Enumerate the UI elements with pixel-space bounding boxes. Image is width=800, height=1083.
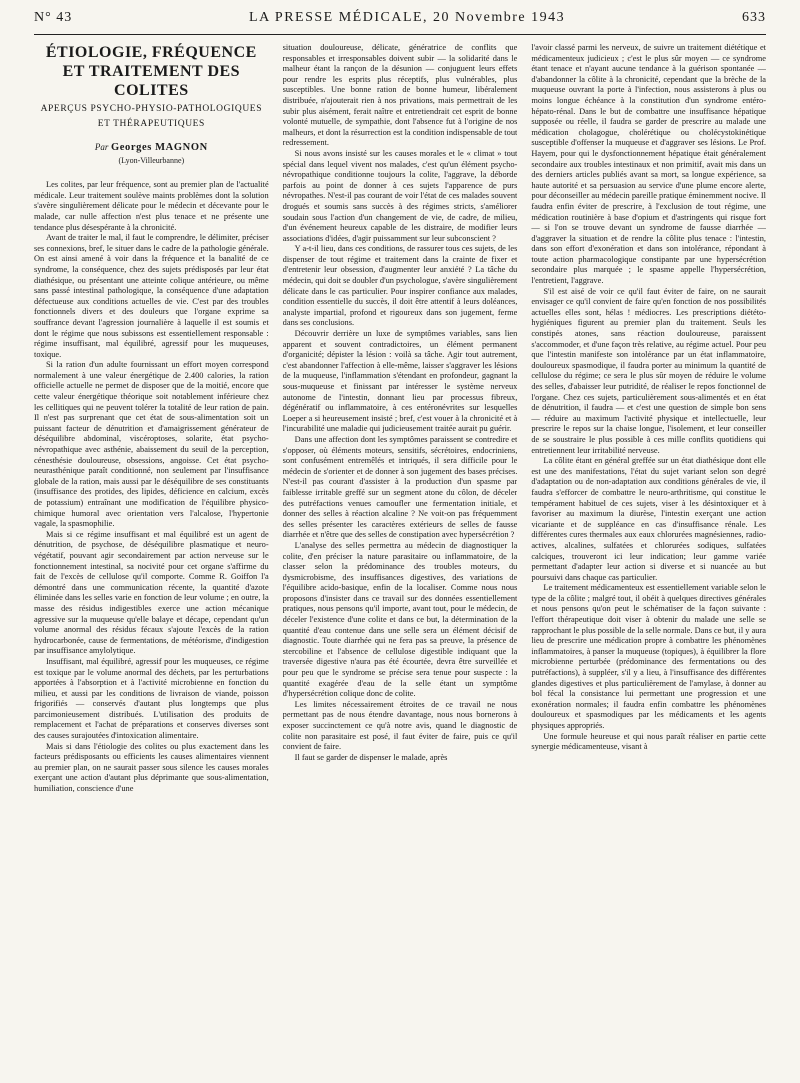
- paragraph: Une formule heureuse et qui nous paraît réaliser en partie cette synergie médicamenteuse, visant à: [531, 731, 767, 752]
- article-subtitle-line-1: APERÇUS PSYCHO-PHYSIO-PATHOLOGIQUES: [40, 104, 263, 114]
- paragraph: Dans une affection dont les symptômes paraissent se contredire et s'opposer, où éléments moteurs, sensitifs, sécrétoires, endocriniens, sont confusément entremêlés et intriqués, il sera difficile pour le médecin de s'orienter et de donner à son jugement des bases précises. N'est-il pas courant d'assister à la production d'un spasme par faiblesse irritable greffé sur un segment atone du côlon, de déceler des putréfactions venues camoufler une fermentation initiale, et donner des selles à réaction alcaline ? Ne voit-on pas fréquemment des selles présenter les caractères extérieurs de selles de fausse diarrhée et n'être que des selles de constipation avec hypersécrétion ?: [282, 434, 518, 540]
- paragraph: Mais si dans l'étiologie des colites ou plus exactement dans les facteurs prédisposants ou efficients les causes alimentaires viennent au premier plan, on ne saurait passer sous silence les causes morales exerçant une action d'autant plus déprimante que sous-alimentation, humiliation, conscience d'une: [34, 741, 269, 794]
- paragraph: Il faut se garder de dispenser le malade, après: [294, 752, 448, 762]
- paragraph: l'avoir classé parmi les nerveux, de suivre un traitement diététique et médicamenteux judicieux ; c'est le plus sûr moyen — ce syndrome étant tenace et n'ayant aucune tendance à la guérison spontanée — d'abandonner la côlite à la chronicité, cependant que la brèche de la muqueuse ouvrant la porte à l'infection, nous assisterons à plus ou moins longue échéance à la constitution d'un syndrome entéro-hépato-rénal. Dans le but de combattre une insuffisance hépatique supposée ou réelle, il faudra se garder de prescrire au malade une médication cholagogue, cholérétique ou cholécystokinétique susceptible d'offenser la muqueuse et d'aggraver ses lésions. Le Prof. Hayem, pour qui le dysfonctionnement hépatique était généralement secondaire aux troubles intestinaux et non primitif, avait mis dans un des derniers articles publiés avant sa mort, sa longue expérience, sa haute autorité et sa persuasion au service d'une plume encore alerte, pour déconseiller au médecin pareille pratique éminemment nocive. Il faudra enfin éviter de prescrire, à l'exclusion de tout régime, une médication routinière à base d'opium et d'astringents qui risque fort — si l'on se trouve devant un syndrome de fausse diarrhée — d'aggraver la situation et de rendre la côlite plus tenace : l'intestin, dans son effort d'exonération et dans son intolérance, répondant à toute action pharmacologique constipante par une hypersécrétion secondaire plus marquée ; le spasme appelle l'hypersécrétion, l'entretient, l'aggrave.: [531, 43, 767, 286]
- paragraph: Insuffisant, mal équilibré, agressif pour les muqueuses, ce régime est toxique par le volume anormal des déchets, par les perturbations apportées à l'absorption et à l'activité microbienne en fonction du milieu, et aussi par les conditions de livraison de viande, poisson frigorifiés — conservés d'autant plus longtemps que plus parcimonieusement distribués. L'utilisation des produits de remplacement et l'achat de préparations et conserves diverses sont des causes surajoutées d'intoxication alimentaire.: [34, 656, 269, 741]
- paragraph: S'il est aisé de voir ce qu'il faut éviter de faire, on ne saurait envisager ce qu'il convient de faire qu'en fonction de nos possibilités actuelles elles sont, hélas ! médiocres. Les prescriptions diététo-hygiéniques figurent au premier plan du traitement. Seuls les constipés atones, sans réaction douloureuse, paraissent s'accommoder, et d'une façon très relative, au régime actuel. Pour peu que l'intestin manifeste son intolérance par un état inflammatoire, douloureux spasmodique, il faudra porter au minimum la quantité de cellulose du régime; ce sera le plus sûr moyen de réduire le volume des selles, d'abaisser leur putridité, de réaliser le repos fonctionnel de l'organe. Chez ces sujets, particulièrement sous-alimentés et en état de dénutrition, il faudra — et c'est une question de simple bon sens — réduire au maximum l'activité physique et intellectuelle, leur prescrire le repos sur la chaise longue, l'isolement, et leur conseiller de se soustraire le plus possible à ces mille conflits quotidiens qui entretiennent leur irritabilité nerveuse.: [531, 286, 767, 455]
- paragraph: Le traitement médicamenteux est essentiellement variable selon le type de la côlite ; malgré tout, il obéit à quelques directives générales et nous pensons qu'on peut le schématiser de la façon suivante : l'effort thérapeutique doit viser à obtenir du malade une selle se rapprochant le plus possible de la selle normale. Dans ce but, il y aura lieu de prescrire une médication propre à combattre les phénomènes inflammatoires, à panser la muqueuse (topiques), à équilibrer la flore microbienne perturbée (prédominance des fermentations ou des putréfactions), à suppléer, s'il y a lieu, à l'insuffisance des différentes glandes digestives et plus particulièrement de l'amylase, à donner au bol fécal la consistance lui permettant une progression et une exonération normales; il faudra enfin combattre les phénomènes douloureux et spasmodiques par les médicaments et les agents physiques appropriés.: [531, 583, 767, 730]
- article-title-line-2: ET TRAITEMENT DES COLITES: [62, 63, 241, 99]
- title-block: [34, 43, 269, 166]
- paragraph: La côlite étant en général greffée sur un état diathésique dont elle est une des manifestations, l'état du sujet variant selon son degré d'adaptation ou de non-adaptation aux conditions générales de vie, il faudra s'efforcer de combattre le neuro-arthritisme, qui constitue le tempérament habituel de ces sujets, viser à les désintoxiquer et à favoriser au maximum la diurèse, l'intestin exerçant une action vicariante et de suppléance en cas d'insuffisance rénale. Les différentes cures thermales aux eaux chlorurées magnésiennes, radio-actives, alcalines, sulfatées et chlorurées sodiques, sulfatées calciques, trouveront ici leur indication; leur gamme variée permettant d'adapter leur action si diverse et si nuancée au but poursuivi dans chaque cas particulier.: [531, 456, 767, 582]
- paragraph: Si la ration d'un adulte fournissant un effort moyen correspond normalement à une valeur énergétique de 2.400 calories, la ration officielle actuelle ne permet de disposer que de la moitié, encore que cette valeur énergétique théorique soit notablement inférieure chez les cellitiques qui ne peuvent tolérer la totalité de leur ration de pain. Il n'est pas surprenant que cet état de sous-alimentation soit un puissant facteur de dénutrition et d'amaigrissement générateur de déséquilibre abdominal, viscéroptoses, solarite, état psycho-névropathique avec asthénie, abaissement du seuil de la perception, cénesthésie douloureuse, obsessions, angoisse. Cet état psycho-neurasthénique paraît conditionné, non seulement par l'insuffisance globale de la ration, mais aussi par le déséquilibre de ses constituants (insuffisance des protides, des lipides, déficience en calcium, excès de potassium) entraînant une modification de l'équilibre physico-chimique humoral avec orientation vers l'alcalose, l'hypertonie vagale, la spasmophilie.: [34, 360, 269, 529]
- article-body: [34, 43, 766, 1083]
- paragraph: Si nous avons insisté sur les causes morales et le « climat » tout spécial dans lequel vivent nos malades, c'est qu'un élément psycho-névropathique conditionne toujours la colite, l'aggrave, la déborde parfois au point de donner à ces sujets l'apparence de purs névropathes. N'est-il pas courant de voir l'état de ces malades souvent drogués et soumis sans succès à des régimes stricts, s'améliorer soudain sous l'action d'un changement de vie, de cadre, de milieu, d'un événement heureux capable de les distraire, de modifier leurs associations d'idées, d'agir puissamment sur leur subconscient ?: [282, 148, 518, 243]
- paragraph: situation douloureuse, délicate, génératrice de conflits que responsables et irresponsables doivent subir — la solidarité dans le malheur étant la rançon de la désunion — conjuguent leurs effets pour rendre les esprits plus réceptifs, plus vulnérables, plus susceptibles. Une bonne ration de bonne humeur, libéralement distribuée, n'ajouterait rien à nos privations, mais permettrait de les subir plus aisément, ferait naître et entretiendrait cet esprit de bonne volonté mutuelle, de sympathie, dont l'absence fut à l'origine de nos malheurs, et dont la résurrection est la condition indispensable de tout redressement.: [282, 43, 518, 148]
- article-subtitle-line-2: ET THÉRAPEUTIQUES: [97, 119, 205, 129]
- running-header: [34, 10, 766, 32]
- paragraph: Avant de traiter le mal, il faut le comprendre, le délimiter, préciser ses connexions, bref, le situer dans le cadre de la pathologie générale. On est ainsi amené à voir dans la fréquence et la banalité de ce syndrome, la conséquence, chez des sujets prédisposés par leur état diathésique, ou présentant une atteinte colique antérieure, ou même sans passé intestinal pathologique, la conséquence d'une adaptation défectueuse aux conditions actuelles de vie. C'est par des troubles fonctionnels divers et des douleurs que l'organe exprime sa souffrance devant l'agression journalière à laquelle il est soumis et dont le régime que nous subissons est essentiellement responsable : régime insuffisant, mal équilibré, agressif pour les muqueuses, toxique.: [34, 233, 269, 359]
- column-2: [283, 43, 518, 1083]
- issue-number: N° 43: [34, 10, 73, 25]
- paragraph: Découvrir derrière un luxe de symptômes variables, sans lien apparent et souvent contradictoires, un élément permanent d'organicité; dépister la lésion : voilà sa tâche. Agir tout autrement, c'est abandonner l'affection à elle-même, laisser s'aggraver les lésions de la muqueuse, l'inflammation s'étendant en profondeur, gagnant la sous-muqueuse et finissant par intéresser le système nerveux autonome de l'intestin, donnant lieu par processus fibreux, dégénératif ou inflammatoire, à ces entéronévrites sur lesquelles Loeper a si heureusement insisté ; bref, c'est vouer à la chronicité et à l'incurabilité une maladie qui judicieusement traitée aurait pu guérir.: [282, 329, 518, 434]
- header-rule: [34, 34, 766, 35]
- journal-title: LA PRESSE MÉDICALE, 20 Novembre 1943: [249, 10, 566, 25]
- paragraph: Y a-t-il lieu, dans ces conditions, de rassurer tous ces sujets, de les dispenser de tout régime et traitement dans la crainte de fixer et d'entretenir leur obsession, d'augmenter leur anxiété ? La tâche du médecin, qui doit se doubler d'un psychologue, s'avère singulièrement délicate dans le cas particulier. Pour inspirer confiance aux malades, condition essentielle du succès, il doit être attentif à leurs doléances, analyste impartial, profond et rigoureux dans son jugement, ferme dans ses conclusions.: [282, 244, 518, 328]
- article-title-line-1: ÉTIOLOGIE, FRÉQUENCE: [45, 44, 257, 61]
- author-line: [34, 142, 269, 154]
- column-3: [531, 43, 766, 1083]
- author-prefix: Par: [94, 142, 109, 152]
- page-number: 633: [741, 10, 766, 25]
- author-affiliation: (Lyon-Villeurbanne): [118, 155, 185, 165]
- paragraph: Les colites, par leur fréquence, sont au premier plan de l'actualité médicale. Leur traitement soulève maints problèmes dont la solution s'avère singulièrement délicate pour le médecin et décevante pour le malade, car nulle affection n'est plus tenace et ne présente une tendance plus désespérante à la chronicité.: [34, 180, 269, 232]
- paragraph: Mais si ce régime insuffisant et mal équilibré est un agent de dénutrition, de psychose, de déséquilibre plasmatique et neuro-végétatif, pouvant agir secondairement par action nerveuse sur le fonctionnement intestinal, sa nocivité pour cet organe s'affirme du fait de l'excès de cellulose qu'il comporte. Comme R. Goiffon l'a démontré dans une communication récente, la quantité d'azote éliminée dans les selles varie en fonction de leur volume ; en outre, la masse des résidus indigestibles exerce une action mécanique agressive sur la muqueuse qu'elle balaye et décape, cependant qu'un volume anormal des résidus fécaux s'ajoute l'excès de la ration hydrocarbonée, cause de fermentations, de météorisme, d'indigestion par insuffisance amylolytique.: [34, 529, 269, 656]
- paragraph: L'analyse des selles permettra au médecin de diagnostiquer la colite, d'en préciser la nature parasitaire ou inflammatoire, de la classer selon la prédominance des troubles moteurs, du dysmicrobisme, des insuffisances digestives, des variations de l'équilibre acido-basique, enfin de la localiser. Comme nous nous proposons d'insister dans ce travail sur des données essentiellement pratiques, nous pensons qu'il importe, avant tout, pour le médecin, de déceler l'existence d'une colite et dans ce but, la détermination de la quantité d'eau contenue dans une selle sera un élément décisif de diagnostic. Toute diarrhée qui ne fera pas sa preuve, la présence de stercobiline et l'absence de cellulose digestible indiquant que la traversée digestive n'aura pas été écourtée, devra être surveillée et pour peu que le syndrome se précise sera tenue pour suspecte : la quantité exagérée d'eau de la selle étant un symptôme d'hypersécrétion colique donc de colite.: [282, 540, 518, 699]
- column-1: [34, 43, 269, 1083]
- author-name: Georges MAGNON: [111, 142, 208, 153]
- paragraph: Les limites nécessairement étroites de ce travail ne nous permettant pas de nous étendre davantage, nous nous bornerons à exposer succinctement ce qu'à notre avis, quand le diagnostic de colite non parasitaire est posé, il faut éviter de faire, puis ce qu'il convient de faire.: [282, 699, 518, 752]
